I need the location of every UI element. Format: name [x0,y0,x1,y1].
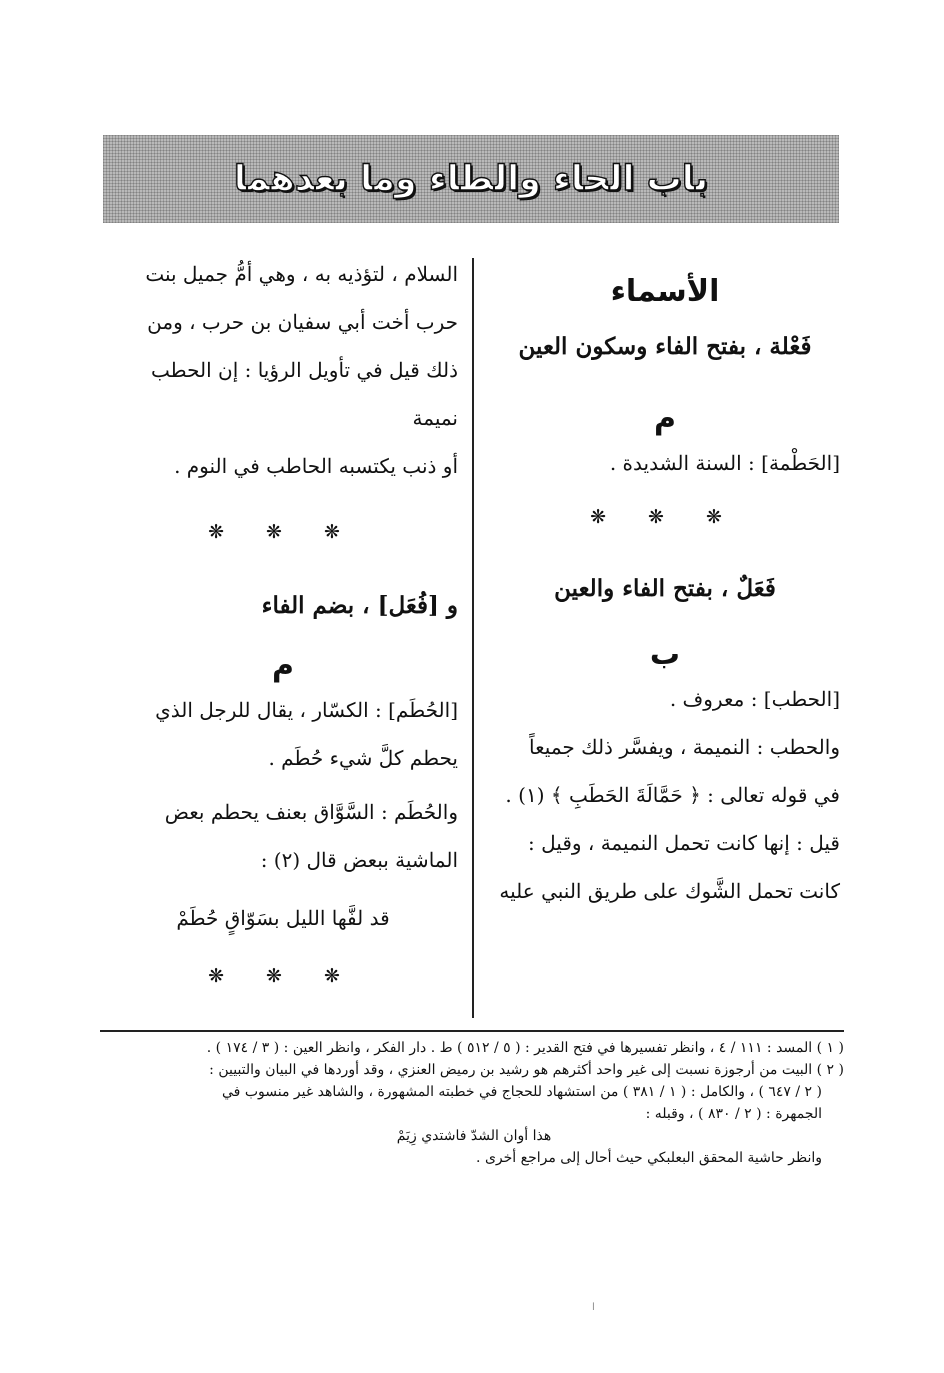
letter-ba: ب [649,637,681,672]
text-line: والحطب : النميمة ، ويفسَّر ذلك جميعاً [529,735,840,759]
text-line: أو ذنب يكتسبه الحاطب في النوم . [174,454,458,478]
footnote-rule [100,1030,844,1032]
right-column [490,250,840,915]
entry-hutam-sawwaq: والحُطَم : السَّوَّاق بعنف يحطم بعض [164,800,458,824]
heading-faala: فَعْلة ، بفتح الفاء وسكون العين [518,333,812,360]
text-line: قيل : إنها كانت تحمل النميمة ، وقيل : [528,831,840,855]
entry-hatma: [الحَطْمة] : السنة الشديدة . [609,451,840,475]
separator-stars: ❋ ❋ ❋ [590,506,740,528]
entry-hatab: [الحطب] : معروف . [669,687,840,711]
chapter-banner [103,135,839,223]
footnotes [104,1037,844,1169]
heading-faal: فَعَلٌ ، بفتح الفاء والعين [554,575,776,602]
footnote-2: ( ٢ ) البيت من أرجوزة نسبت إلى غير واحد أكثرهم هو رشيد بن رميض العنزي ، وقد أوردها في البيان والتبيين : [209,1062,844,1078]
separator-stars: ❋ ❋ ❋ [208,521,358,543]
text-line: في قوله تعالى : ﴿ حَمَّالَةَ الحَطَبِ ﴾ (١) . [505,783,840,807]
section-title: الأسماء [610,274,720,309]
letter-mim: م [272,648,294,683]
chapter-title: باب الحاء والطاء وما بعدهما [233,159,709,199]
footnote-poem: هذا أوان الشدّ فاشتدي زِيَمْ [396,1128,552,1144]
poem-verse: قد لفَّها الليل بسَوّاقٍ حُطَمْ [176,906,390,930]
footnote-2-cont: وانظر حاشية المحقق البعلبكي حيث أحال إلى مراجع أخرى . [476,1150,822,1166]
left-column [108,250,458,996]
footnote-2-cont: ( ٢ / ٦٤٧ ) ، والكامل : ( ١ / ٣٨١ ) من استشهاد للحجاج في خطبته المشهورة ، والشاهد غير منسوب في [222,1084,822,1100]
text-line: ذلك قيل في تأويل الرؤيا : إن الحطب نميمة [151,358,458,430]
column-divider [472,258,474,1018]
entry-hutam-sawwaq: الماشية ببعض قال (٢) : [260,848,458,872]
separator-stars: ❋ ❋ ❋ [208,965,358,987]
footnote-1: ( ١ ) المسد : ١١١ / ٤ ، وانظر تفسيرها في فتح القدير : ( ٥ / ٥١٢ ) ط . دار الفكر ، وانظر العين : ( ٣ / ١٧٤ ) . [206,1040,844,1056]
text-line: كانت تحمل الشَّوك على طريق النبي عليه [499,879,840,903]
heading-fuaal: و [فُعَل] ، بضم الفاء [261,592,458,619]
footnote-2-cont: الجمهرة : ( ٢ / ٨٣٠ ) ، وقبله : [645,1106,822,1122]
text-line: السلام ، لتؤذيه به ، وهي أمُّ جميل بنت [145,262,458,286]
letter-mim: م [654,401,676,436]
text-line: حرب أخت أبي سفيان بن حرب ، ومن [147,310,458,334]
entry-hutam: يحطم كلَّ شيء حُطَم . [268,746,458,770]
entry-hutam: [الحُطَم] : الكسّار ، يقال للرجل الذي [155,698,458,722]
page-mark: ا [592,1302,595,1313]
